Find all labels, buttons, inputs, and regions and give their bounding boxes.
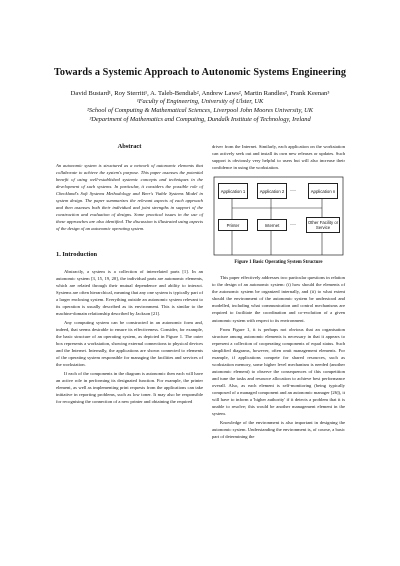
left-column	[56, 143, 203, 407]
author-block	[20, 89, 380, 125]
affiliation-2: ²School of Computing & Mathematical Sciences, Liverpool John Moores University, UK	[86, 107, 314, 114]
printer-box: Printer	[218, 219, 248, 231]
affiliation-3: ³Department of Mathematics and Computing, Dundalk Institute of Technology, Ireland	[89, 115, 311, 123]
affiliation-1: ¹Faculty of Engineering, University of Ulster, UK	[136, 98, 264, 106]
intro-paragraph-1: Abstractly, a system is a collection of interrelated parts [1]. In an autonomic system [3, 15, 19, 20], the individual parts are autonomic elements, which are related through their mutual dependence and ability to interact. Systems are often hierarchical, meaning that any one system is typically part of a larger enclosing system. Everything outside an autonomic system relevant to its operation is usually described as its environment. This is similar to the machine-domain relationship described by Jackson [21].	[56, 268, 203, 316]
figure-1-diagram	[212, 175, 345, 257]
intro-paragraph-3: If each of the components in the diagram is autonomic then each will have an active role in performing its designated function. For example, the printer element, as well as implementing print requests from the applications can take initiative in reporting problems, such as low toner. It may also be responsible for recognising the connection of a new printer and obtaining the required	[56, 371, 203, 405]
figure-1-caption: Figure 1 Basic Operating System Structure	[234, 260, 323, 266]
authors-line: David Bustard¹, Roy Sterritt¹, A. Taleb-Bendiab², Andrew Laws², Martin Randles², Frank Keenan³	[70, 90, 330, 97]
paper-title: Towards a Systemic Approach to Autonomic Systems Engineering	[53, 67, 347, 78]
intro-paragraph-2: Any computing system can be constructed in an autonomic form and, indeed, that seems desirable to ensure its effectiveness. Consider, for example, the basic structure of an operating system, as depicted in Figure 1. The outer box represents a workstation, showing external connections to physical devices and the Internet. Internally, the applications are shown connected to elements of the operating system responsible for managing the facilities and services of the workstation.	[56, 319, 203, 368]
internet-box: Internet	[257, 219, 287, 231]
right-paragraph-2: From Figure 1, it is perhaps not obvious that an organisation structure among autonomic elements is necessary in that it appears to represent a collection of cooperating components of equal status. Such simplified diagrams, however, often omit management elements. For example, if applications compete for shared resources, such as workstation memory, some higher level mechanism is needed (another autonomic element) to observe the consequences of this competition and tune the tasks and resource allocation to achieve best performance overall. Also, as each element is self-monitoring (being typically composed of a managed component and an autonomic manager [26]), it will have to inform a 'higher authority' if it detects a problem that it is unable to resolve; this would be another management element in the system.	[212, 326, 345, 417]
abstract-text: An autonomic system is structured as a network of autonomic elements that collaborate to achieve the system's purpose. This paper assesses the potential benefit of using well-established systemic concepts and techniques in the development of such systems. In particular, it considers the possible role of Checkland's Soft Systems Methodology and Beer's Viable Systems Model in system design. The paper summarizes the relevant aspects of each approach and then assesses both their individual and joint strengths in support of the construction and evaluation of designs. Some practical issues in the use of these approaches are also identified. The discussion is illustrated using aspects of the design of an autonomic operating system.	[56, 163, 203, 232]
application-2-box: Application 2	[257, 183, 287, 199]
application-1-box: Application 1	[218, 183, 248, 199]
right-paragraph-top: driver from the Internet. Similarly, each application on the workstation can actively seek out and install its own new releases or updates. Such support is obviously very helpful to users but will also increase their confidence in using the workstation.	[212, 144, 345, 171]
apps-ellipsis: …	[290, 187, 296, 194]
introduction-heading: 1. Introduction	[56, 250, 98, 258]
other-facility-box: Other Facility or Service	[306, 217, 340, 233]
abstract-heading: Abstract	[117, 143, 142, 150]
right-paragraph-1: This paper effectively addresses two particular questions in relation to the design of an autonomic system: (i) how should the elements of the autonomic system be organized internally, and (ii) to what extent should the environment of the autonomic system be understood and modelled, including what communication and control mechanisms are required to facilitate the coordination and co-evolution of a given autonomic system with respect to its environment.	[212, 275, 345, 323]
right-paragraph-3: Knowledge of the environment is also important in designing the autonomic system. Understanding the environment is, of course, a basic part of determining the	[212, 420, 345, 440]
application-n-box: Application n	[308, 183, 338, 199]
services-ellipsis: …	[290, 221, 296, 228]
right-column	[212, 143, 345, 442]
